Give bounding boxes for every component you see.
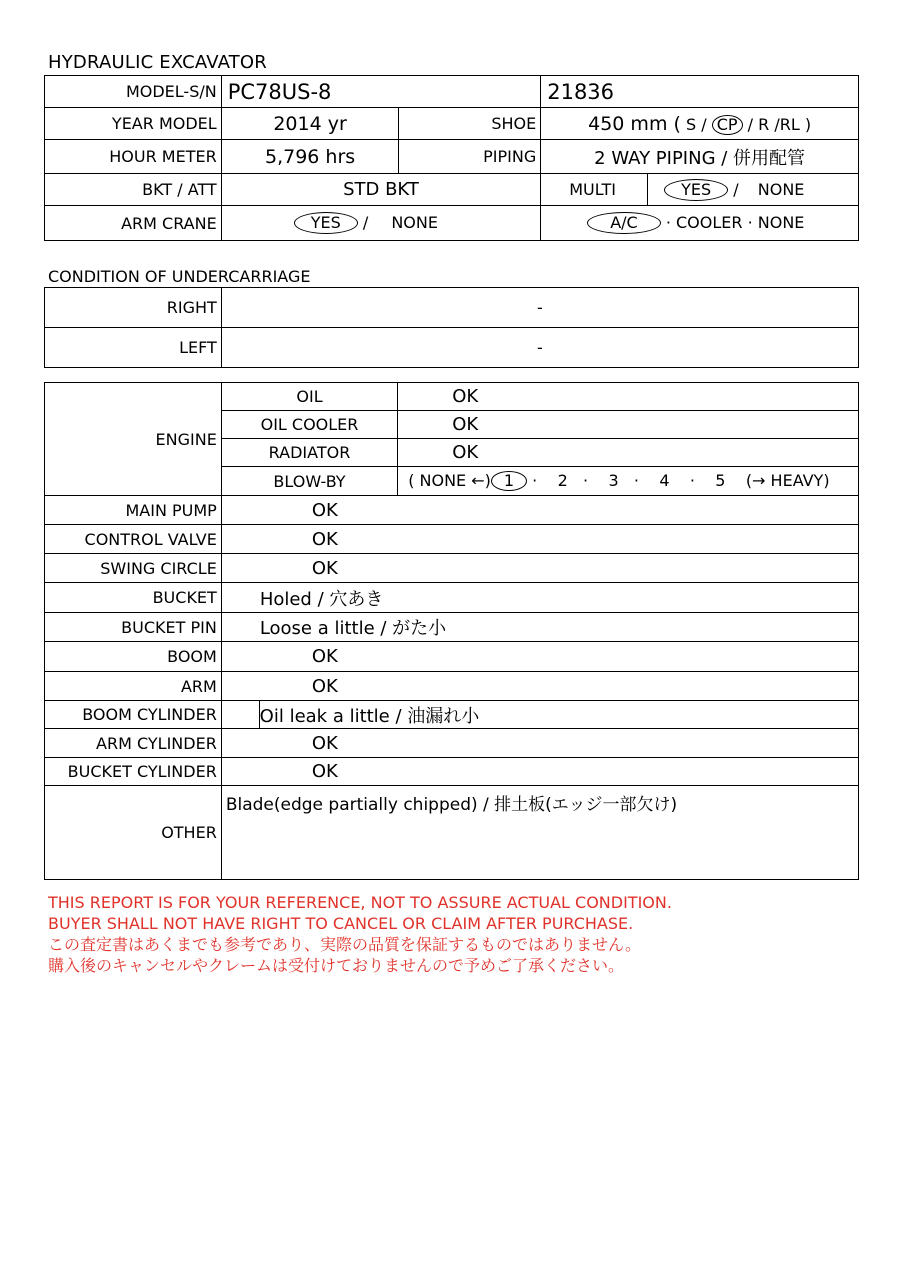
blowby-value xyxy=(398,467,859,496)
bkt-att-label: BKT / ATT xyxy=(45,174,222,206)
control-valve-label: CONTROL VALVE xyxy=(45,525,222,554)
piping-label: PIPING xyxy=(399,140,541,174)
shoe-label: SHOE xyxy=(399,108,541,140)
arm-crane-yes-selected: YES xyxy=(294,212,358,234)
boom-label: BOOM xyxy=(45,642,222,672)
oil-value: OK xyxy=(398,383,859,411)
shoe-option-rest: / R /RL ) xyxy=(747,114,812,134)
other-label: OTHER xyxy=(45,786,222,880)
multi-separator: / xyxy=(733,179,739,199)
blowby-label: BLOW-BY xyxy=(221,467,397,496)
undercarriage-right-label: RIGHT xyxy=(45,288,222,328)
boom-value: OK xyxy=(221,642,858,672)
blowby-scale: · 2 · 3 · 4 · 5 (→ HEAVY) xyxy=(532,471,830,490)
main-pump-value: OK xyxy=(221,496,858,525)
arm-cylinder-label: ARM CYLINDER xyxy=(45,729,222,758)
spec-table xyxy=(44,75,859,241)
boom-cylinder-label: BOOM CYLINDER xyxy=(45,701,222,729)
serial-value: 21836 xyxy=(541,76,859,108)
shoe-option-cp-selected: CP xyxy=(712,115,743,135)
bucket-cylinder-label: BUCKET CYLINDER xyxy=(45,758,222,786)
undercarriage-table xyxy=(44,287,859,368)
arm-crane-none: NONE xyxy=(391,213,438,232)
main-pump-label: MAIN PUMP xyxy=(45,496,222,525)
multi-label: MULTI xyxy=(541,174,648,206)
disclaimer-line-2: BUYER SHALL NOT HAVE RIGHT TO CANCEL OR CLAIM AFTER PURCHASE. xyxy=(48,914,634,933)
oil-cooler-label: OIL COOLER xyxy=(221,411,397,439)
undercarriage-left-value: - xyxy=(221,328,858,368)
bucket-pin-value: Loose a little / がた小 xyxy=(221,613,858,642)
shoe-option-s: S / xyxy=(686,114,707,134)
multi-value xyxy=(648,174,859,206)
multi-none: NONE xyxy=(757,179,805,199)
aircon-other-options: · COOLER · NONE xyxy=(665,213,805,232)
bucket-pin-label: BUCKET PIN xyxy=(45,613,222,642)
model-sn-label: MODEL-S/N xyxy=(45,76,222,108)
control-valve-value: OK xyxy=(221,525,858,554)
oil-label: OIL xyxy=(221,383,397,411)
arm-value: OK xyxy=(221,672,858,701)
bucket-label: BUCKET xyxy=(45,583,222,613)
disclaimer-line-1: THIS REPORT IS FOR YOUR REFERENCE, NOT TO ASSURE ACTUAL CONDITION. xyxy=(48,893,672,912)
disclaimer-line-3: この査定書はあくまでも参考であり、実際の品質を保証するものではありません。 xyxy=(48,935,641,954)
arm-crane-separator: / xyxy=(362,213,369,232)
hour-meter-label: HOUR METER xyxy=(45,140,222,174)
radiator-label: RADIATOR xyxy=(221,439,397,467)
undercarriage-right-value: - xyxy=(221,288,858,328)
shoe-width: 450 mm ( xyxy=(588,112,681,135)
model-value: PC78US-8 xyxy=(221,76,541,108)
arm-cylinder-value: OK xyxy=(221,729,858,758)
undercarriage-left-label: LEFT xyxy=(45,328,222,368)
shoe-value xyxy=(541,108,859,140)
arm-crane-value xyxy=(221,206,541,241)
condition-table xyxy=(44,382,859,880)
boom-cylinder-blank-cell xyxy=(221,701,259,729)
arm-label: ARM xyxy=(45,672,222,701)
year-model-label: YEAR MODEL xyxy=(45,108,222,140)
arm-crane-label: ARM CRANE xyxy=(45,206,222,241)
other-value: Blade(edge partially chipped) / 排土板(エッジ一部欠け) xyxy=(221,786,858,880)
radiator-value: OK xyxy=(398,439,859,467)
disclaimer-line-4: 購入後のキャンセルやクレームは受付けておりませんので予めご了承ください。 xyxy=(48,956,625,975)
swing-circle-value: OK xyxy=(221,554,858,583)
blowby-prefix: ( NONE ←) xyxy=(408,471,491,490)
hour-meter-value: 5,796 hrs xyxy=(221,140,399,174)
undercarriage-title: CONDITION OF UNDERCARRIAGE xyxy=(48,267,311,286)
oil-cooler-value: OK xyxy=(398,411,859,439)
boom-cylinder-value: Oil leak a little / 油漏れ小 xyxy=(259,701,858,729)
multi-yes-selected: YES xyxy=(664,179,728,201)
aircon-ac-selected: A/C xyxy=(587,212,661,234)
page-title: HYDRAULIC EXCAVATOR xyxy=(48,52,267,73)
blowby-selected: 1 xyxy=(491,471,527,491)
bucket-cylinder-value: OK xyxy=(221,758,858,786)
aircon-value xyxy=(541,206,859,241)
bkt-att-value: STD BKT xyxy=(221,174,541,206)
bucket-value: Holed / 穴あき xyxy=(221,583,858,613)
piping-value: 2 WAY PIPING / 併用配管 xyxy=(541,140,859,174)
swing-circle-label: SWING CIRCLE xyxy=(45,554,222,583)
year-model-value: 2014 yr xyxy=(221,108,399,140)
engine-label: ENGINE xyxy=(45,383,222,496)
